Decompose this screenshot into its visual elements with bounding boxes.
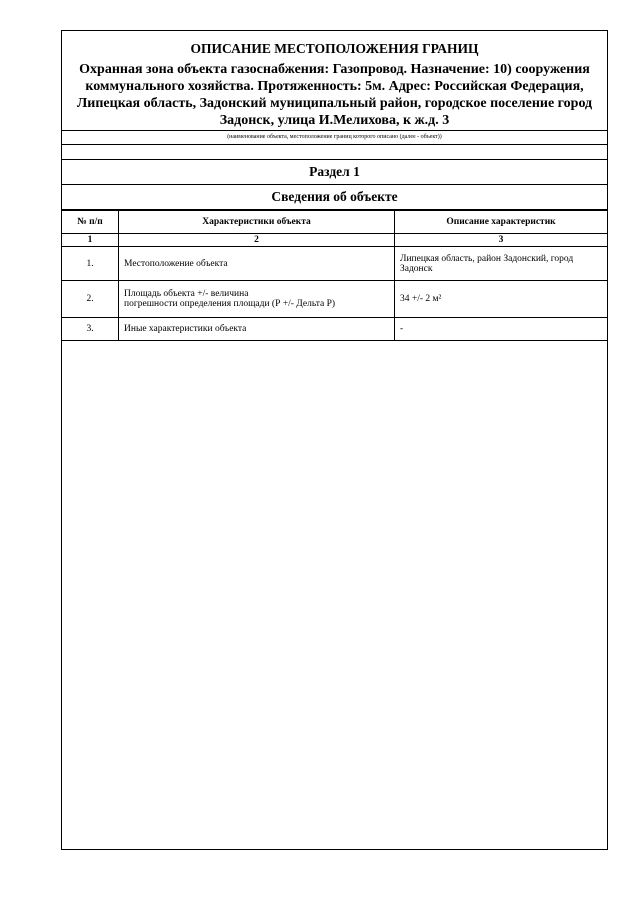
characteristic-line: Площадь объекта +/- величина <box>124 289 249 299</box>
section-title: Раздел 1 <box>62 160 607 185</box>
header-number: № п/п <box>62 211 119 234</box>
header-description: Описание характеристик <box>395 211 608 234</box>
row-number: 2. <box>62 281 119 318</box>
header-characteristic: Характеристики объекта <box>119 211 395 234</box>
row-description: 34 +/- 2 м² <box>395 281 608 318</box>
table-row <box>62 281 607 318</box>
spacer-row <box>62 145 607 160</box>
column-number-row <box>62 234 607 247</box>
row-number: 3. <box>62 318 119 341</box>
row-characteristic <box>119 281 395 318</box>
row-characteristic: Иные характеристики объекта <box>119 318 395 341</box>
row-number: 1. <box>62 247 119 281</box>
characteristic-line: погрешности определения площади (Р +/- Дельта Р) <box>124 299 336 309</box>
table-header-row <box>62 211 607 234</box>
object-caption: (наименование объекта, местоположение границ которого описано (далее - объект)) <box>62 130 607 145</box>
document-title: ОПИСАНИЕ МЕСТОПОЛОЖЕНИЯ ГРАНИЦ <box>190 41 479 56</box>
row-description: Липецкая область, район Задонский, город Задонск <box>395 247 608 281</box>
table-row <box>62 247 607 281</box>
column-number: 1 <box>62 234 119 247</box>
subsection-title: Сведения об объекте <box>62 185 607 210</box>
document-frame <box>61 30 608 850</box>
object-name: Охранная зона объекта газоснабжения: Газопровод. Назначение: 10) сооружения коммунального хозяйства. Протяженность: 5м. Адрес: Российская Федерация, Липецкая область, Задонский муниципальный район, городское поселение город Задонск, улица И.Мелихова, к ж.д. 3 <box>76 62 593 128</box>
row-description: - <box>395 318 608 341</box>
column-number: 2 <box>119 234 395 247</box>
row-characteristic: Местоположение объекта <box>119 247 395 281</box>
table-row <box>62 318 607 341</box>
object-info-table <box>62 210 607 341</box>
column-number: 3 <box>395 234 608 247</box>
